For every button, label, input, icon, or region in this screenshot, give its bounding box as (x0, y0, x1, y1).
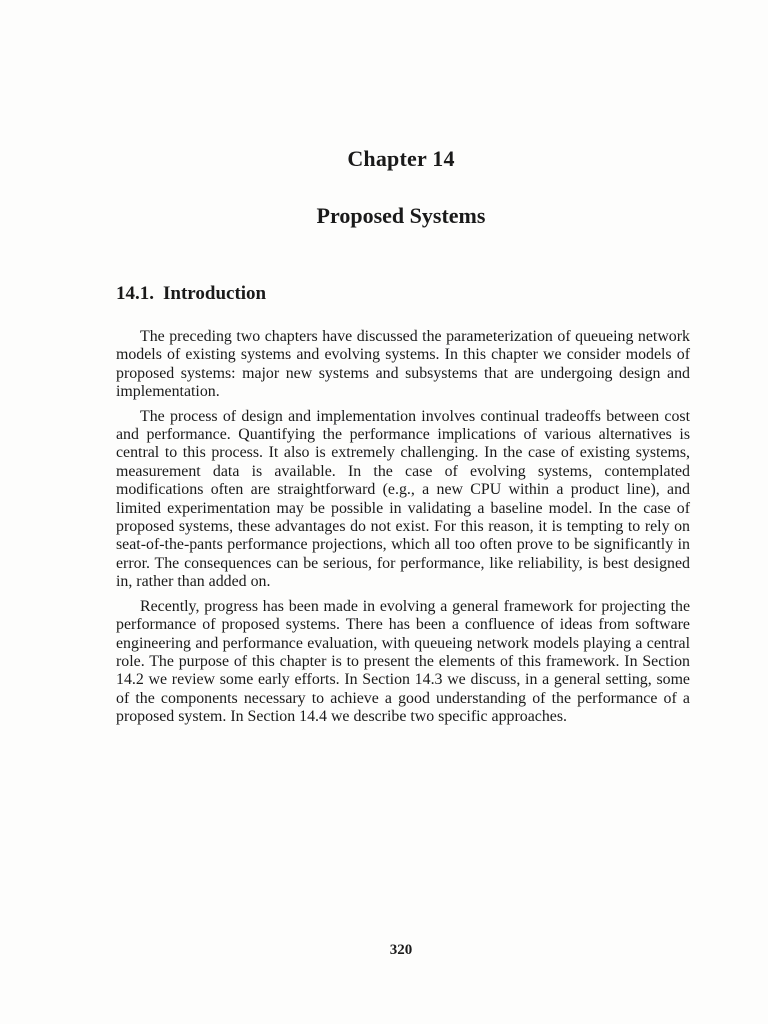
paragraph-3: Recently, progress has been made in evolving a general framework for projecting the performance of proposed systems. There has been a confluence of ideas from software engineering and performance evaluation, with queueing network models playing a central role. The purpose of this chapter is to present the elements of this framework. In Section 14.2 we review some early efforts. In Section 14.3 we discuss, in a general setting, some of the components necessary to achieve a good understanding of the performance of a proposed system. In Section 14.4 we describe two specific approaches. (116, 597, 690, 726)
body-text (116, 328, 690, 733)
section-heading (116, 283, 266, 305)
paragraph-2: The process of design and implementation involves continual tradeoffs between cost and performance. Quantifying the performance implications of various alternatives is central to this process. It also is extremely challenging. In the case of existing systems, measurement data is available. In the case of evolving systems, contemplated modifications often are straightforward (e.g., a new CPU within a product line), and limited experimentation may be possible in validating a baseline model. In the case of proposed systems, these advantages do not exist. For this reason, it is tempting to rely on seat-of-the-pants performance projections, which all too often prove to be significantly in error. The consequences can be serious, for performance, like reliability, is best designed in, rather than added on. (116, 407, 690, 591)
page-number: 320 (389, 942, 413, 958)
section-title: Introduction (163, 283, 267, 304)
chapter-title: Proposed Systems (316, 203, 486, 228)
paragraph-1: The preceding two chapters have discussed the parameterization of queueing network models of existing systems and evolving systems. In this chapter we consider models of proposed systems: major new systems and subsystems that are undergoing design and implementation. (116, 328, 690, 401)
section-number: 14.1. (116, 283, 154, 304)
chapter-number: Chapter 14 (347, 146, 455, 171)
